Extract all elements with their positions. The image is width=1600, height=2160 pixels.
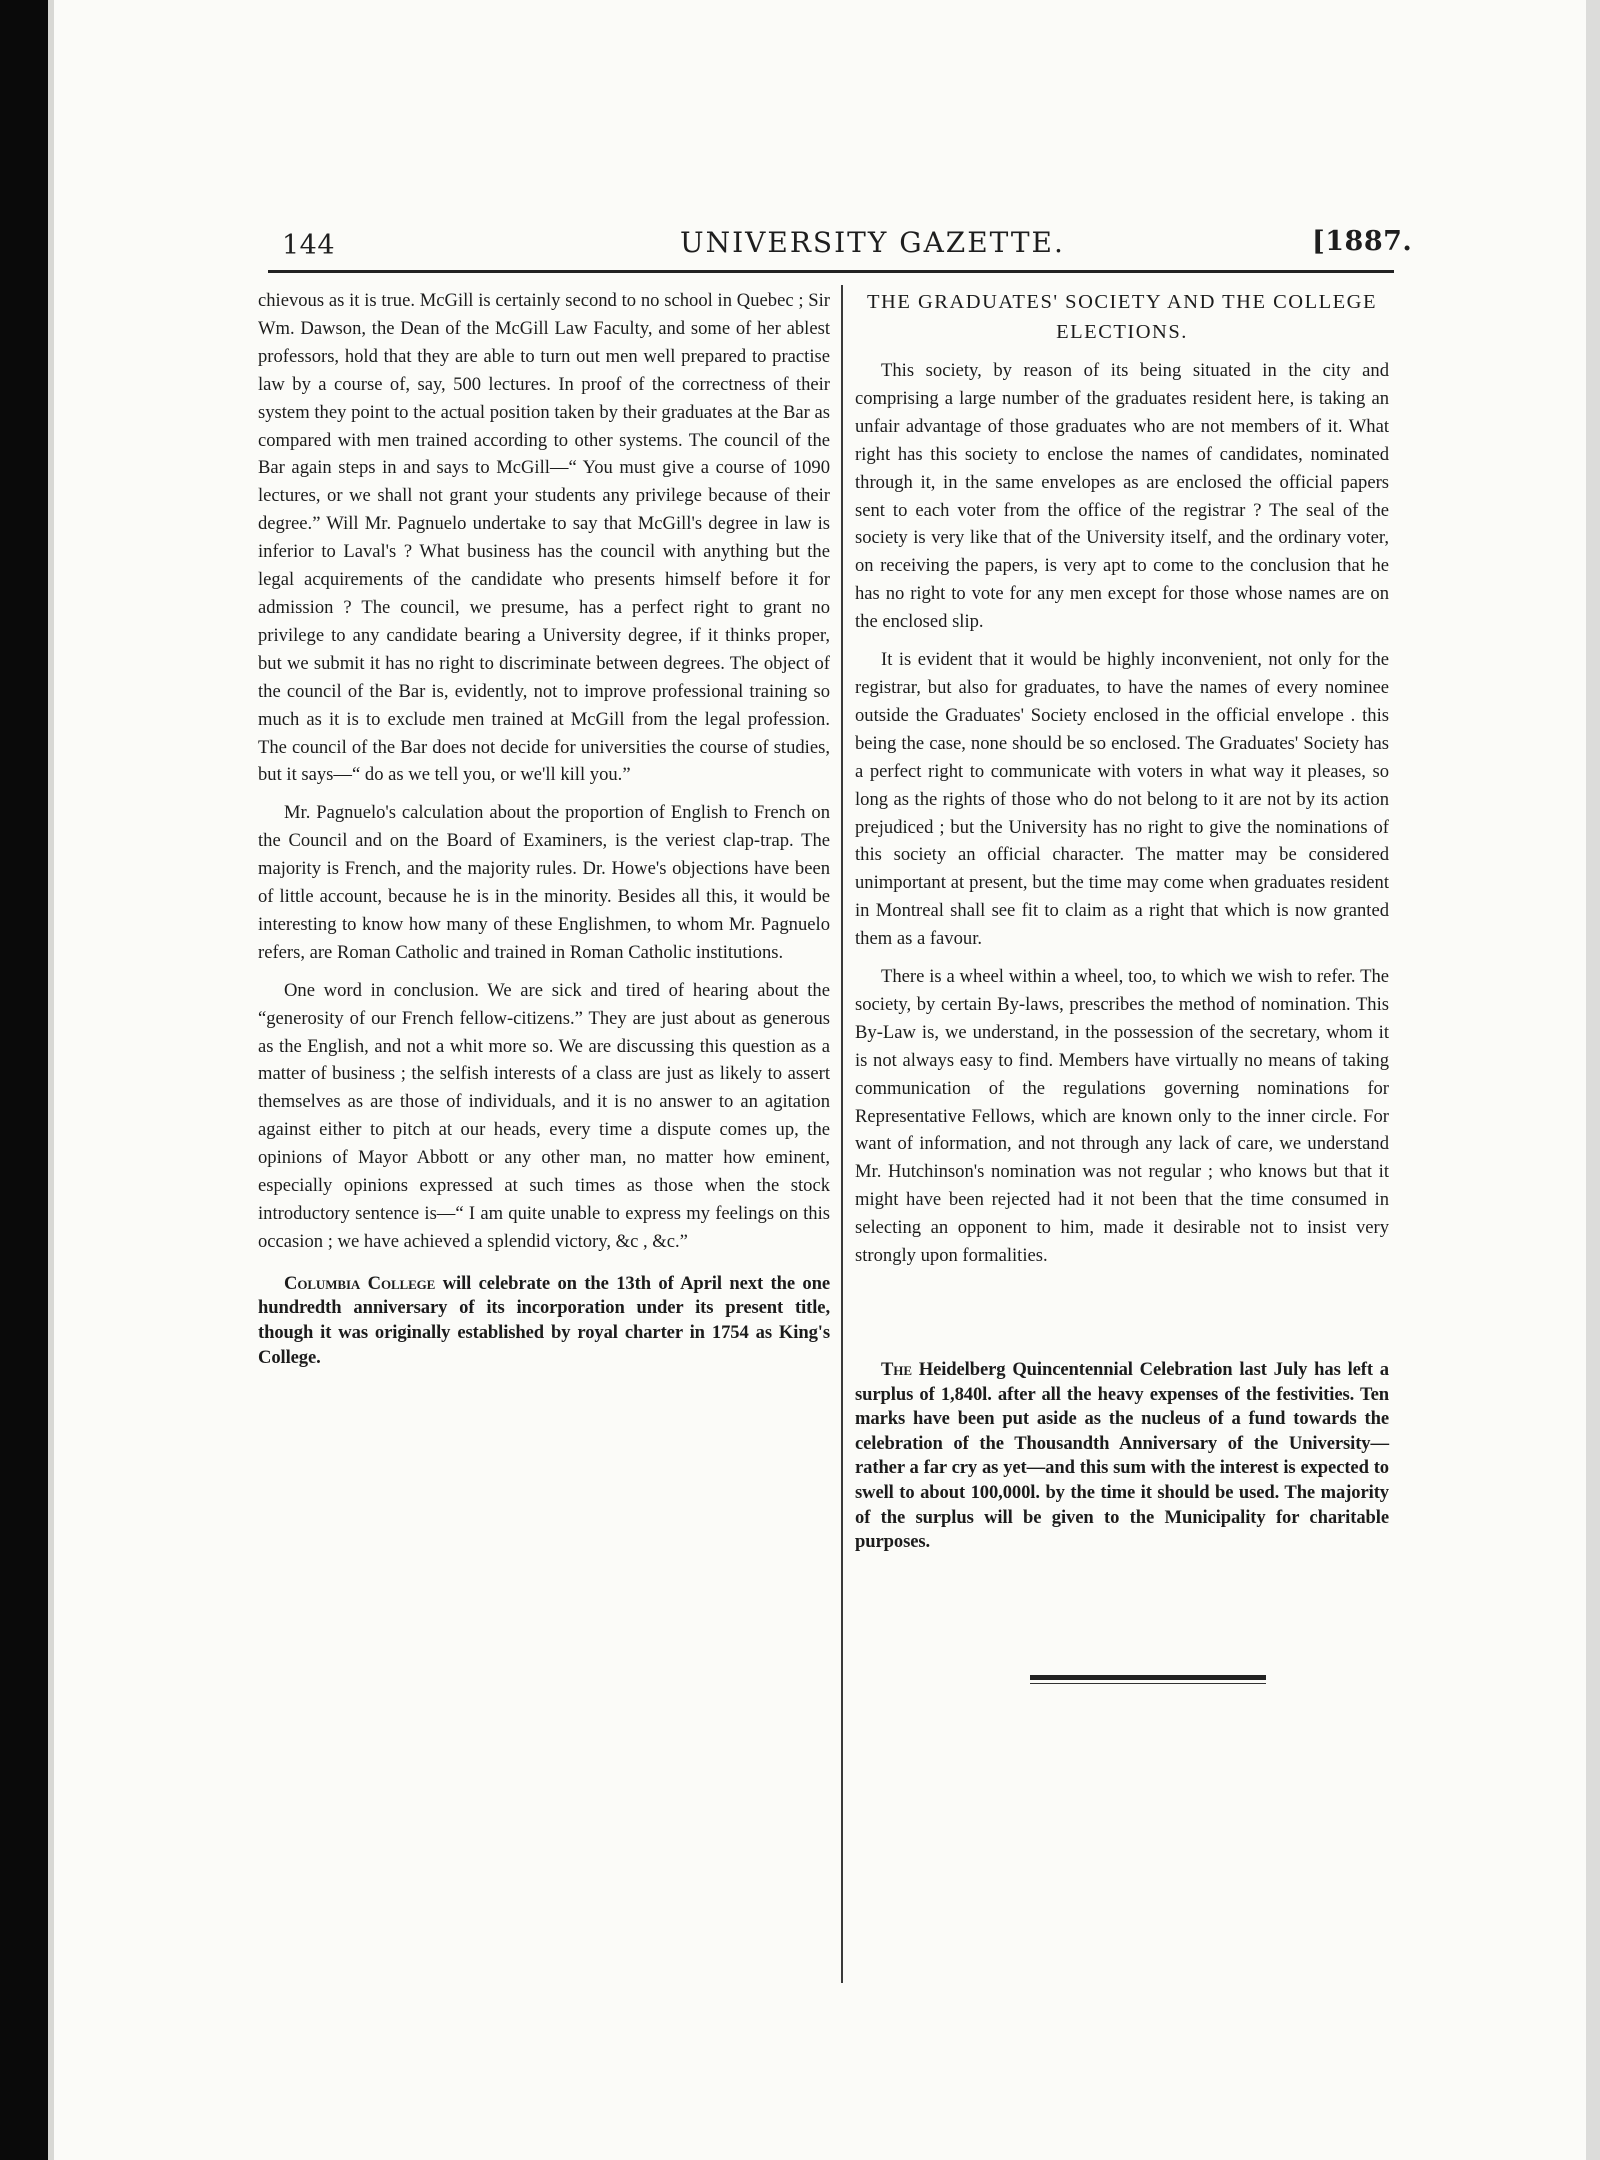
column-divider — [841, 285, 843, 1983]
left-column — [258, 287, 830, 1370]
section-separator — [1030, 1675, 1266, 1680]
page-edge — [48, 0, 54, 2160]
separator-space — [855, 1270, 1389, 1342]
publication-year: [1887. — [1312, 226, 1413, 257]
left-paragraph-3: One word in conclusion. We are sick and tired of hearing about the “generosity of our French fellow-citizens.” They are just about as generous as the English, and not a whit more so. We are discussing this question as a matter of business ; the selfish interests of a class are just as likely to assert themselves as are those of individuals, and it is no answer to an agitation against either to pitch at our heads, every time a dispute comes up, the opinions of Mayor Abbott or any other man, no matter how eminent, especially opinions expressed at such times as those when the stock introductory sentence is—“ I am quite unable to express my feelings on this occasion ; we have achieved a splendid victory, &c , &c.” — [258, 979, 830, 1252]
right-paragraph-3: There is a wheel within a wheel, too, to which we wish to refer. The society, by certain By-laws, prescribes the method of nomination. This By-Law is, we understand, in the possession of the secretary, whom it is not always easy to find. Members have virtually no means of taking communication of the regulations governing nominations for Representative Fellows, which are known only to the inner circle. For want of information, and not through any lack of care, we understand Mr. Hutchinson's nomination was not regular ; who knows but that it might have been rejected had it not been that the time consumed in selecting an opponent to him, made it desirable not to insist very strongly upon formalities. — [855, 966, 1389, 1267]
page-header — [260, 222, 1413, 262]
publication-title: UNIVERSITY GAZETTE. — [680, 226, 1065, 259]
left-paragraph-1: chievous as it is true. McGill is certainly second to no school in Quebec ; Sir Wm. Dawson, the Dean of the McGill Law Faculty, and some of her ablest professors, hold that they are able to turn out men well prepared to practise law by a course of, say, 500 lectures. In proof of the correctness of their system they point to the actual position taken by their graduates at the Bar as compared with men trained according to other systems. The council of the Bar again steps in and says to McGill—“ You must give a course of 1090 lectures, or we shall not grant your students any privilege because of their degree.” Will Mr. Pagnuelo undertake to say that McGill's degree in law is inferior to Laval's ? What business has the council with anything but the legal acquirements of the candidate who presents himself before it for admission ? The council, we presume, has a perfect right to grant no privilege to any candidate bearing a University degree, if it thinks proper, but we submit it has no right to discriminate between degrees. The object of the council of the Bar is, evidently, not to improve professional training so much as it is to exclude men trained at McGill from the legal profession. The council of the Bar does not decide for universities the course of studies, but it says—“ do as we tell you, or we'll kill you.” — [258, 290, 830, 786]
right-column — [855, 287, 1389, 1555]
right-paragraph-1: This society, by reason of its being situated in the city and comprising a large number of the graduates resident here, is taking an unfair advantage of those graduates who are not members of it. What right has this society to enclose the names of candidates, nominated through it, in the same envelopes as are enclosed the official papers sent to each voter from the office of the registrar ? The seal of the society is very like that of the University itself, and the ordinary voter, on receiving the papers, is very apt to come to the conclusion that he has no right to vote for any men except for those whose names are on the enclosed slip. — [855, 360, 1389, 633]
columbia-college-note — [258, 1272, 830, 1370]
page-number: 144 — [282, 230, 336, 261]
section-separator-thin — [1030, 1683, 1266, 1684]
columbia-college-lead: Columbia College — [284, 1272, 436, 1294]
heidelberg-text: Heidelberg Quincentennial Celebration last July has left a surplus of 1,840l. after all the heavy expenses of the festivities. Ten marks have been put aside as the nucleus of a fund towards the celebration of the Thousandth Anniversary of the University—rather a far cry as yet—and this sum with the interest is expected to swell to about 100,000l. by the time it should be used. The majority of the surplus will be given to the Municipality for charitable purposes. — [855, 1359, 1389, 1553]
heidelberg-note — [855, 1358, 1389, 1555]
left-paragraph-2: Mr. Pagnuelo's calculation about the proportion of English to French on the Council and on the Board of Examiners, is the veriest clap-trap. The majority is French, and the majority rules. Dr. Howe's objections have been of little account, because he is in the minority. Besides all this, it would be interesting to know how many of these Englishmen, to whom Mr. Pagnuelo refers, are Roman Catholic and trained in Roman Catholic institutions. — [258, 802, 830, 963]
header-rule — [268, 270, 1394, 273]
right-paragraph-2: It is evident that it would be highly inconvenient, not only for the registrar, but also for graduates, to have the names of every nominee outside the Graduates' Society enclosed in the official envelope . this being the case, none should be so enclosed. The Graduates' Society has a perfect right to communicate with voters in what way it pleases, so long as the rights of those who do not belong to it are not by its action prejudiced ; but the University has no right to give the nominations of this society an official character. The matter may be considered unimportant at present, but the time may come when graduates resident in Montreal shall see fit to claim as a right that which is now granted them as a favour. — [855, 649, 1389, 950]
heidelberg-lead: The — [881, 1359, 912, 1380]
article-headline: THE GRADUATES' SOCIETY AND THE COLLEGE ELECTIONS. — [867, 291, 1377, 343]
page-shadow — [1586, 0, 1600, 2160]
columbia-college-text: will celebrate on the 13th of April next the one hundredth anniversary of its incorporation under its present title, though it was originally established by royal charter in 1754 as King's College. — [258, 1272, 830, 1368]
